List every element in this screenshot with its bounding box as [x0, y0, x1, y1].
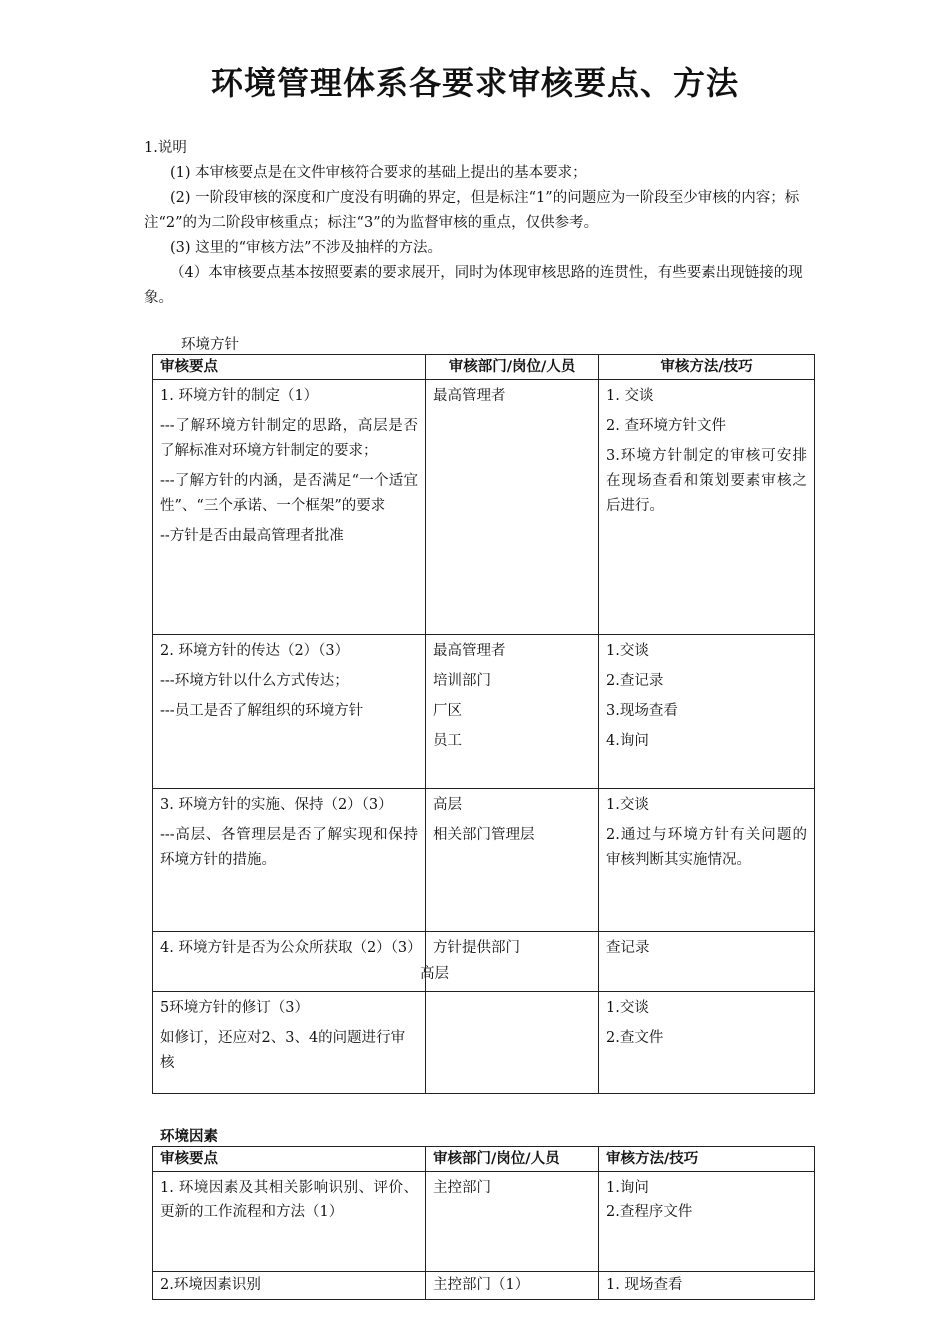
points-cell — [153, 380, 426, 635]
method-text: 查记录 — [606, 940, 650, 956]
point-text: ---了解环境方针制定的思路，高层是否了解标准对环境方针制定的要求； — [160, 418, 418, 459]
dept-text: 相关部门管理层 — [433, 827, 535, 843]
method-text: 2.查文件 — [606, 1030, 664, 1046]
points-cell — [153, 932, 426, 992]
table-header-row — [153, 355, 815, 380]
point-text: 3. 环境方针的实施、保持（2）（3） — [160, 797, 393, 813]
dept-text: 高层 — [433, 797, 462, 813]
method-text: 4.询问 — [606, 733, 649, 749]
header-audit-dept: 审核部门/岗位/人员 — [426, 355, 599, 380]
point-text: ---环境方针以什么方式传达； — [160, 673, 349, 689]
dept-cell — [426, 380, 599, 635]
table-header-row — [153, 1147, 815, 1172]
method-text: 2.通过与环境方针有关问题的审核判断其实施情况。 — [606, 827, 807, 868]
point-text: 如修订，还应对2、3、4的问题进行审核 — [160, 1030, 406, 1071]
point-text: ---高层、各管理层是否了解实现和保持环境方针的措施。 — [160, 827, 418, 868]
method-cell — [599, 992, 815, 1094]
method-text: 2. 查环境方针文件 — [606, 418, 726, 434]
aspects-table — [152, 1146, 815, 1300]
points-cell — [153, 1172, 426, 1272]
table-row — [153, 1172, 815, 1272]
table-row — [153, 992, 815, 1094]
point-text: 5环境方针的修订（3） — [160, 1000, 309, 1016]
point-text: 1. 环境方针的制定（1） — [160, 388, 319, 404]
point-text: 4. 环境方针是否为公众所获取（2）（3） — [160, 940, 422, 956]
intro-item: （4）本审核要点基本按照要素的要求展开，同时为体现审核思路的连贯性，有些要素出现链接的现象。 — [144, 265, 803, 306]
dept-cell — [426, 1172, 599, 1272]
header-audit-method: 审核方法/技巧 — [599, 1147, 815, 1172]
header-audit-dept: 审核部门/岗位/人员 — [426, 1147, 599, 1172]
header-audit-method: 审核方法/技巧 — [599, 355, 815, 380]
point-text: --方针是否由最高管理者批准 — [160, 528, 344, 544]
method-cell — [599, 789, 815, 932]
method-text: 1.交谈 — [606, 643, 649, 659]
table-row — [153, 380, 815, 635]
method-text: 3.现场查看 — [606, 703, 678, 719]
dept-text: 最高管理者 — [433, 643, 506, 659]
method-text: 1.交谈 — [606, 1000, 649, 1016]
table-row — [153, 635, 815, 789]
dept-text: 主控部门（1） — [433, 1277, 530, 1293]
dept-text: 最高管理者 — [433, 388, 506, 404]
method-text: 1.询问 — [606, 1180, 649, 1196]
page-title: 环境管理体系各要求审核要点、方法 — [210, 64, 739, 102]
dept-text: 员工 — [433, 733, 462, 749]
intro-item: (3) 这里的“审核方法”不涉及抽样的方法。 — [170, 240, 442, 256]
point-text: 2. 环境方针的传达（2）（3） — [160, 643, 350, 659]
header-audit-points: 审核要点 — [153, 355, 426, 380]
dept-cell — [426, 932, 599, 992]
intro-heading: 1.说明 — [144, 140, 187, 156]
table-row — [153, 789, 815, 932]
section-label-policy: 环境方针 — [181, 337, 239, 353]
header-audit-points: 审核要点 — [153, 1147, 426, 1172]
method-text: 2.查记录 — [606, 673, 664, 689]
dept-text: 主控部门 — [433, 1180, 491, 1196]
dept-text: 厂区 — [433, 703, 462, 719]
dept-cell — [426, 1272, 599, 1300]
dept-text: 方针提供部门 — [433, 940, 520, 956]
intro-section — [144, 136, 814, 311]
method-text: 1. 交谈 — [606, 388, 654, 404]
method-cell — [599, 1272, 815, 1300]
method-cell — [599, 380, 815, 635]
dept-text: 培训部门 — [433, 673, 491, 689]
point-text: ---了解方针的内涵，是否满足“一个适宜性”、“三个承诺、一个框架”的要求 — [160, 473, 418, 514]
point-text: 1. 环境因素及其相关影响识别、评价、更新的工作流程和方法（1） — [160, 1180, 418, 1220]
points-cell — [153, 635, 426, 789]
method-cell — [599, 635, 815, 789]
points-cell — [153, 992, 426, 1094]
intro-item: (2) 一阶段审核的深度和广度没有明确的界定，但是标注“1”的问题应为一阶段至少审核的内容；标注“2”的为二阶段审核重点；标注“3”的为监督审核的重点，仅供参考。 — [144, 190, 800, 231]
policy-table — [152, 354, 815, 1094]
stray-dept-text: 高层 — [420, 966, 449, 982]
table-row — [153, 1272, 815, 1300]
section-label-aspects: 环境因素 — [160, 1129, 218, 1145]
points-cell — [153, 789, 426, 932]
points-cell — [153, 1272, 426, 1300]
method-text: 1.交谈 — [606, 797, 649, 813]
point-text: 2.环境因素识别 — [160, 1277, 261, 1293]
method-text: 3.环境方针制定的审核可安排在现场查看和策划要素审核之后进行。 — [606, 448, 807, 514]
dept-cell — [426, 635, 599, 789]
dept-cell — [426, 992, 599, 1094]
intro-item: (1) 本审核要点是在文件审核符合要求的基础上提出的基本要求； — [170, 165, 587, 181]
method-cell — [599, 932, 815, 992]
point-text: ---员工是否了解组织的环境方针 — [160, 703, 364, 719]
method-cell — [599, 1172, 815, 1272]
table-row — [153, 932, 815, 992]
method-text: 1. 现场查看 — [606, 1277, 683, 1293]
dept-cell — [426, 789, 599, 932]
method-text: 2.查程序文件 — [606, 1204, 693, 1220]
